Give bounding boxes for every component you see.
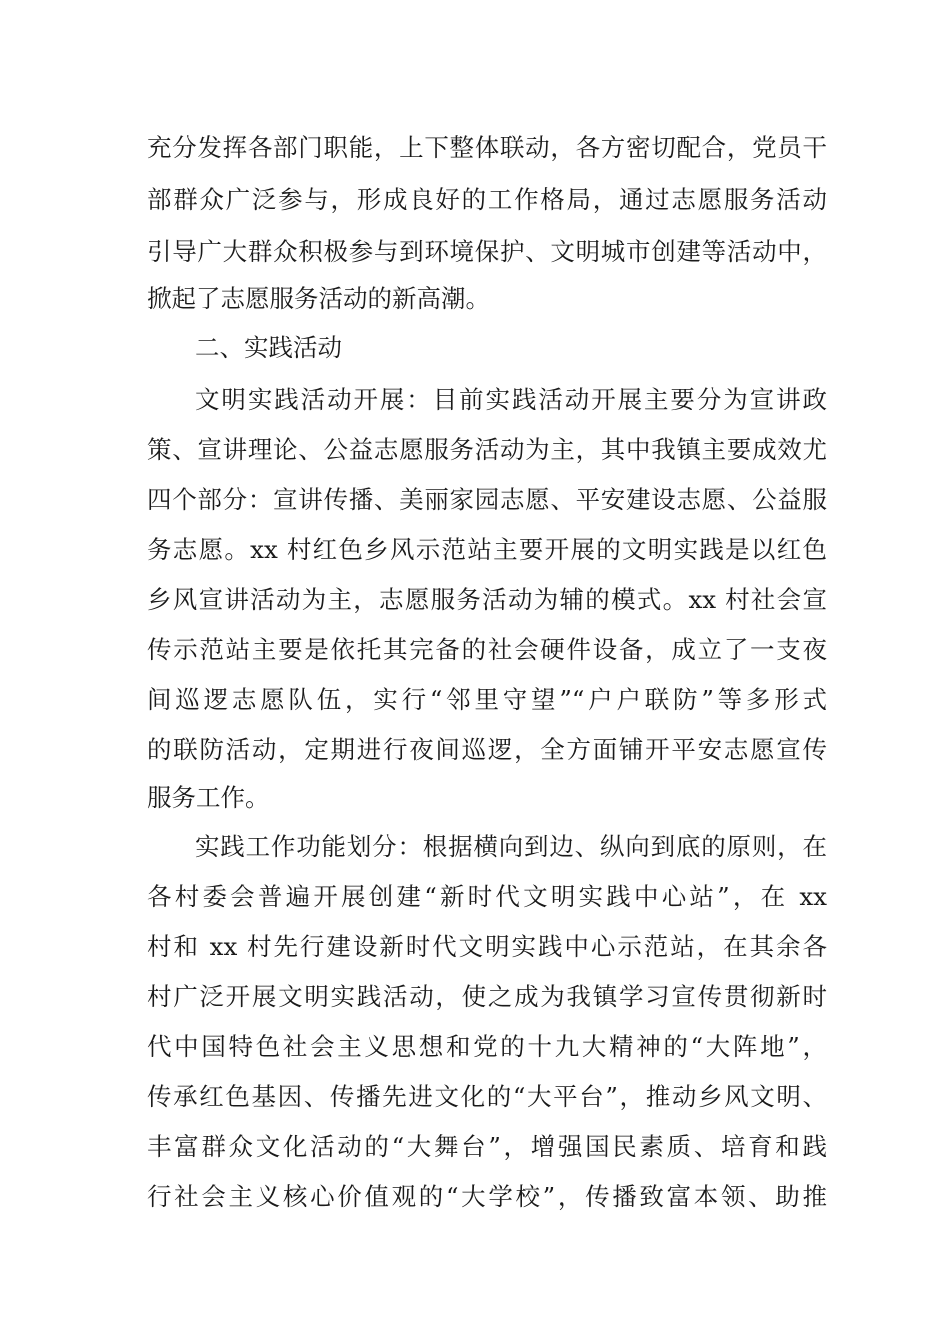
body-text-line: 传承红色基因、传播先进文化的“大平台”，推动乡风文明、	[147, 1082, 827, 1111]
body-text-line: 行社会主义核心价值观的“大学校”，传播致富本领、助推	[147, 1182, 827, 1211]
section-heading: 二、实践活动	[195, 333, 342, 362]
body-text-line: 丰富群众文化活动的“大舞台”，增强国民素质、培育和践	[147, 1132, 827, 1161]
body-text-line: 村和 xx 村先行建设新时代文明实践中心示范站，在其余各	[147, 932, 827, 961]
body-text-line: 实践工作功能划分：根据横向到边、纵向到底的原则，在	[195, 832, 827, 861]
body-text-line: 的联防活动，定期进行夜间巡逻，全方面铺开平安志愿宣传	[147, 735, 827, 764]
body-text-line: 间巡逻志愿队伍，实行“邻里守望”“户户联防”等多形式	[147, 685, 827, 714]
body-text-line: 传示范站主要是依托其完备的社会硬件设备，成立了一支夜	[147, 635, 827, 664]
body-text-line: 充分发挥各部门职能，上下整体联动，各方密切配合，党员干	[147, 133, 827, 162]
body-text-line: 部群众广泛参与，形成良好的工作格局，通过志愿服务活动	[147, 185, 827, 214]
body-text-line: 文明实践活动开展：目前实践活动开展主要分为宣讲政	[195, 385, 827, 414]
body-text-line: 代中国特色社会主义思想和党的十九大精神的“大阵地”，	[147, 1032, 827, 1061]
body-text-line: 乡风宣讲活动为主，志愿服务活动为辅的模式。xx 村社会宣	[147, 585, 827, 614]
body-text-line: 四个部分：宣讲传播、美丽家园志愿、平安建设志愿、公益服	[147, 485, 827, 514]
body-text-line: 掀起了志愿服务活动的新高潮。	[147, 284, 490, 313]
body-text-line: 服务工作。	[147, 783, 270, 812]
body-text-line: 策、宣讲理论、公益志愿服务活动为主，其中我镇主要成效尤	[147, 435, 827, 464]
body-text-line: 引导广大群众积极参与到环境保护、文明城市创建等活动中，	[147, 237, 827, 266]
body-text-line: 各村委会普遍开展创建“新时代文明实践中心站”，在 xx	[147, 882, 827, 911]
body-text-line: 村广泛开展文明实践活动，使之成为我镇学习宣传贯彻新时	[147, 982, 827, 1011]
body-text-line: 务志愿。xx 村红色乡风示范站主要开展的文明实践是以红色	[147, 535, 827, 564]
